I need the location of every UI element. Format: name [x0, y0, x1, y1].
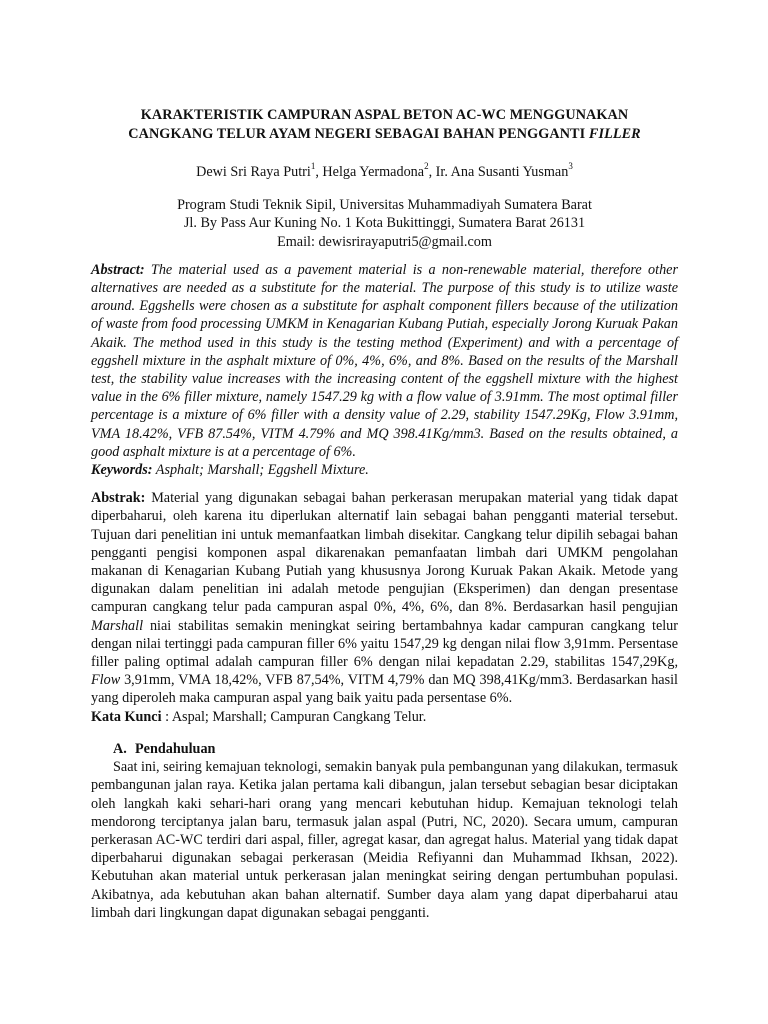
author-separator: ,	[428, 164, 436, 180]
kata-kunci-label: Kata Kunci	[91, 708, 162, 725]
author-separator: ,	[315, 164, 323, 180]
abstract-indonesian-text-1: Material yang digunakan sebagai bahan perkerasan merupakan material yang tidak dapat diperbaharui, oleh karena itu diperlukan alternatif lain sebagai bahan pengganti material tersebut. Tujuan dari penelitian ini untuk memanfaatkan limbah disekitar. Cangkang telur dipilih sebagai bahan pengganti pengisi komponen aspal dikarenakan pemanfaatan limbah dari UMKM pengolahan makanan di Kenagarian Kubang Putiah yang khususnya Jorong Kuruak Pakan Akaik. Metode yang digunakan dalam penelitian ini adalah metode pengujian (Eksperimen) dan dengan presentase campuran cangkang telur pada campuran aspal 0%, 4%, 6%, dan 8%. Berdasarkan hasil pengujian	[91, 490, 678, 616]
affiliation-address: Jl. By Pass Aur Kuning No. 1 Kota Bukittinggi, Sumatera Barat 26131	[183, 215, 586, 232]
abstract-indonesian	[91, 489, 678, 707]
abstract-indonesian-label: Abstrak:	[91, 490, 146, 507]
title-line-2	[91, 125, 678, 144]
keywords-label: Keywords:	[91, 462, 153, 479]
title-line-2-main: CANGKANG TELUR AYAM NEGERI SEBAGAI BAHAN PENGGANTI	[128, 125, 589, 142]
author-1: Dewi Sri Raya Putri	[196, 164, 311, 180]
paper-title	[91, 106, 678, 143]
section-number: A.	[113, 740, 127, 757]
keywords-english	[91, 461, 678, 479]
kata-kunci-text: : Aspal; Marshall; Campuran Cangkang Telur.	[161, 708, 427, 725]
keywords-text: Asphalt; Marshall; Eggshell Mixture.	[152, 462, 369, 479]
affiliation-block	[91, 196, 678, 251]
abstract-english-label: Abstract:	[91, 261, 145, 278]
abstract-english	[91, 261, 678, 461]
author-1-affil: 1	[310, 161, 316, 172]
section-title: Pendahuluan	[135, 740, 216, 757]
abstract-indonesian-italic-1: Marshall	[91, 617, 144, 634]
abstract-indonesian-text-2: niai stabilitas semakin meningkat seiring bertambahnya kadar campuran cangkang telur dengan nilai tertinggi pada campuran filler 6% yaitu 1547,29 kg dengan nilai flow 3,91mm. Persentase filler paling optimal adalah campuran filler 6% dengan nilai kepadatan 2.29, stabilitas 1547,29Kg,	[91, 617, 678, 671]
author-2-affil: 2	[424, 161, 429, 172]
author-list	[91, 163, 678, 181]
title-line-2-italic: FILLER	[588, 125, 641, 142]
section-paragraph: Saat ini, seiring kemajuan teknologi, semakin banyak pula pembangunan yang dilakukan, termasuk pembangunan jalan raya. Ketika jalan pertama kali dibangun, jalan tersebut sebagian besar diciptakan oleh langkah kaki sehari-hari orang yang mencari kebutuhan hidup. Kemajuan teknologi telah mendorong terciptanya jalan baru, termasuk jalan aspal (Putri, NC, 2020). Secara umum, campuran perkerasan AC-WC terdiri dari aspal, filler, agregat kasar, dan agregat halus. Material yang tidak dapat diperbaharui digunakan sebagai perkerasan (Meidia Refiyanni dan Muhammad Ikhsan, 2022). Kebutuhan akan material untuk perkerasan jalan meningkat seiring dengan pertumbuhan populasi. Akibatnya, ada kebutuhan akan bahan alternatif. Sumber daya alam yang dapat diperbaharui atau limbah dari lingkungan dapat digunakan sebagai pengganti.	[91, 759, 678, 921]
title-line-1: KARAKTERISTIK CAMPURAN ASPAL BETON AC-WC MENGGUNAKAN	[140, 107, 629, 123]
abstract-indonesian-italic-2: Flow	[91, 672, 121, 689]
author-2: Helga Yermadona	[322, 164, 425, 180]
affiliation-institution: Program Studi Teknik Sipil, Universitas Muhammadiyah Sumatera Barat	[177, 197, 592, 214]
author-3: Ir. Ana Susanti Yusman	[435, 164, 569, 180]
affiliation-email: Email: dewisrirayaputri5@gmail.com	[277, 233, 492, 250]
author-3-affil: 3	[568, 161, 573, 172]
keywords-indonesian	[91, 708, 678, 726]
abstract-indonesian-text-3: 3,91mm, VMA 18,42%, VFB 87,54%, VITM 4,79% dan MQ 398,41Kg/mm3. Berdasarkan hasil yang diperoleh maka campuran aspal yang baik yaitu pada persentase 6%.	[91, 672, 678, 707]
section-heading	[113, 740, 678, 758]
abstract-english-text: The material used as a pavement material is a non-renewable material, therefore other alternatives are needed as a substitute for the material. The purpose of this study is to utilize waste around. Eggshells were chosen as a substitute for asphalt component fillers because of the utilization of waste from food processing UMKM in Kenagarian Kubang Putiah, especially Jorong Kuruak Pakan Akaik. The method used in this study is the testing method (Experiment) and with a percentage of eggshell mixture in the asphalt mixture of 0%, 4%, 6%, and 8%. Based on the results of the Marshall test, the stability value increases with the increasing content of the eggshell mixture with the highest value in the 6% filler mixture, namely 1547.29 kg with a flow value of 3.91mm. The most optimal filler percentage is a mixture of 6% filler with a density value of 2.29, stability 1547.29Kg, Flow 3.91mm, VMA 18.42%, VFB 87.54%, VITM 4.79% and MQ 398.41Kg/mm3. Based on the results obtained, a good asphalt mixture is at a percentage of 6%.	[91, 261, 678, 460]
